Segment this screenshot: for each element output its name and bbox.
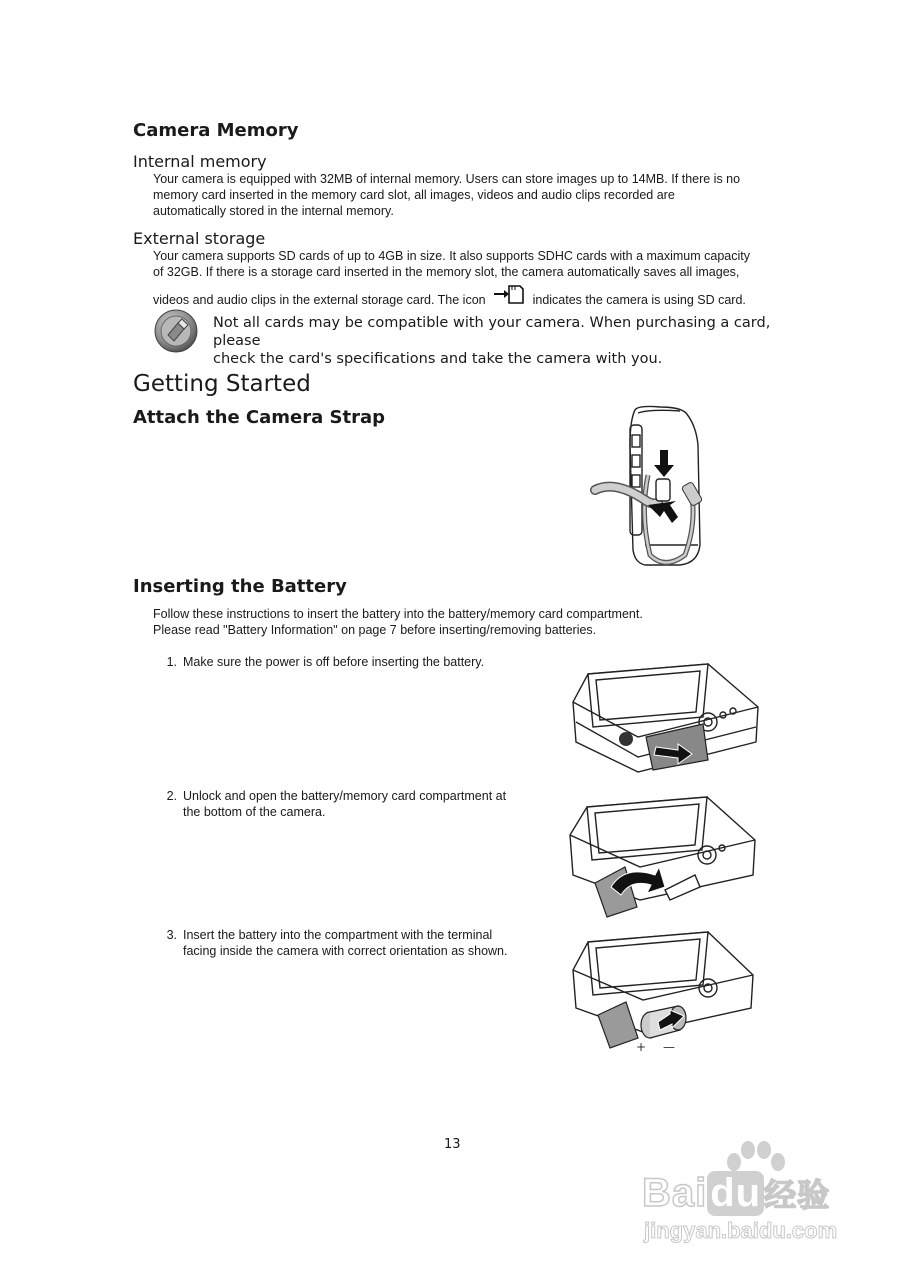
note-icon bbox=[154, 309, 198, 353]
section-heading-camera-memory: Camera Memory bbox=[133, 120, 299, 141]
step-item bbox=[165, 788, 545, 822]
internal-memory-paragraph bbox=[153, 171, 803, 219]
camera-power-off-illustration bbox=[568, 662, 763, 777]
watermark-brand-cn: 经验 bbox=[764, 1177, 831, 1213]
subheading-internal-memory: Internal memory bbox=[133, 152, 267, 171]
battery-plus-label: + bbox=[636, 1040, 647, 1054]
text-line: memory card inserted in the memory card slot, all images, videos and audio clips recorded are bbox=[153, 188, 675, 202]
text-line: Insert the battery into the compartment with the terminal bbox=[183, 928, 493, 942]
step-number: 2. bbox=[166, 789, 177, 803]
text-line: of 32GB. If there is a storage card inserted in the memory slot, the camera automatically saves all images, bbox=[153, 265, 740, 279]
text-line: Your camera is equipped with 32MB of internal memory. Users can store images up to 14MB. If there is no bbox=[153, 172, 741, 186]
text-line: Please read "Battery Information" on page 7 before inserting/removing batteries. bbox=[153, 623, 597, 637]
section-heading-battery: Inserting the Battery bbox=[133, 576, 347, 597]
step-item bbox=[165, 654, 545, 672]
text-line: the bottom of the camera. bbox=[183, 805, 326, 819]
battery-intro-paragraph bbox=[153, 606, 793, 638]
strap-illustration bbox=[590, 405, 720, 570]
text-line: Unlock and open the battery/memory card compartment at bbox=[183, 789, 507, 803]
text-line: Not all cards may be compatible with your camera. When purchasing a card, please bbox=[213, 315, 771, 349]
text-line: videos and audio clips in the external storage card. The icon bbox=[153, 293, 486, 307]
watermark-brand bbox=[642, 1170, 830, 1216]
text-line: Follow these instructions to insert the battery into the battery/memory card compartment. bbox=[153, 607, 643, 621]
text-line: automatically stored in the internal memory. bbox=[153, 204, 394, 218]
external-storage-icon-line bbox=[153, 287, 746, 308]
text-line: Your camera supports SD cards of up to 4GB in size. It also supports SDHC cards with a maximum capacity bbox=[153, 249, 751, 263]
subheading-external-storage: External storage bbox=[133, 229, 266, 248]
camera-open-compartment-illustration bbox=[565, 795, 760, 920]
text-line: indicates the camera is using SD card. bbox=[532, 293, 746, 307]
watermark-brand-a: Bai bbox=[642, 1171, 708, 1215]
step-text bbox=[183, 654, 484, 670]
watermark-brand-b: du bbox=[707, 1171, 764, 1216]
battery-minus-label: — bbox=[663, 1040, 675, 1054]
step-item bbox=[165, 927, 545, 961]
step-number: 1. bbox=[166, 655, 177, 669]
step-text bbox=[183, 927, 507, 959]
text-line: check the card's specifications and take the camera with you. bbox=[213, 351, 663, 367]
step-number: 3. bbox=[166, 928, 177, 942]
chapter-title: Getting Started bbox=[133, 371, 311, 397]
step-text bbox=[183, 788, 506, 820]
text-line: Make sure the power is off before inserting the battery. bbox=[183, 655, 485, 669]
note-paragraph bbox=[213, 314, 813, 368]
watermark-url: jingyan.baidu.com bbox=[644, 1218, 838, 1243]
sd-card-icon bbox=[493, 287, 525, 307]
baidu-watermark bbox=[640, 1140, 870, 1250]
camera-insert-battery-illustration bbox=[568, 930, 758, 1055]
page-number: 13 bbox=[444, 1137, 461, 1152]
section-heading-strap: Attach the Camera Strap bbox=[133, 407, 386, 428]
external-storage-paragraph bbox=[153, 248, 803, 280]
text-line: facing inside the camera with correct orientation as shown. bbox=[183, 944, 508, 958]
